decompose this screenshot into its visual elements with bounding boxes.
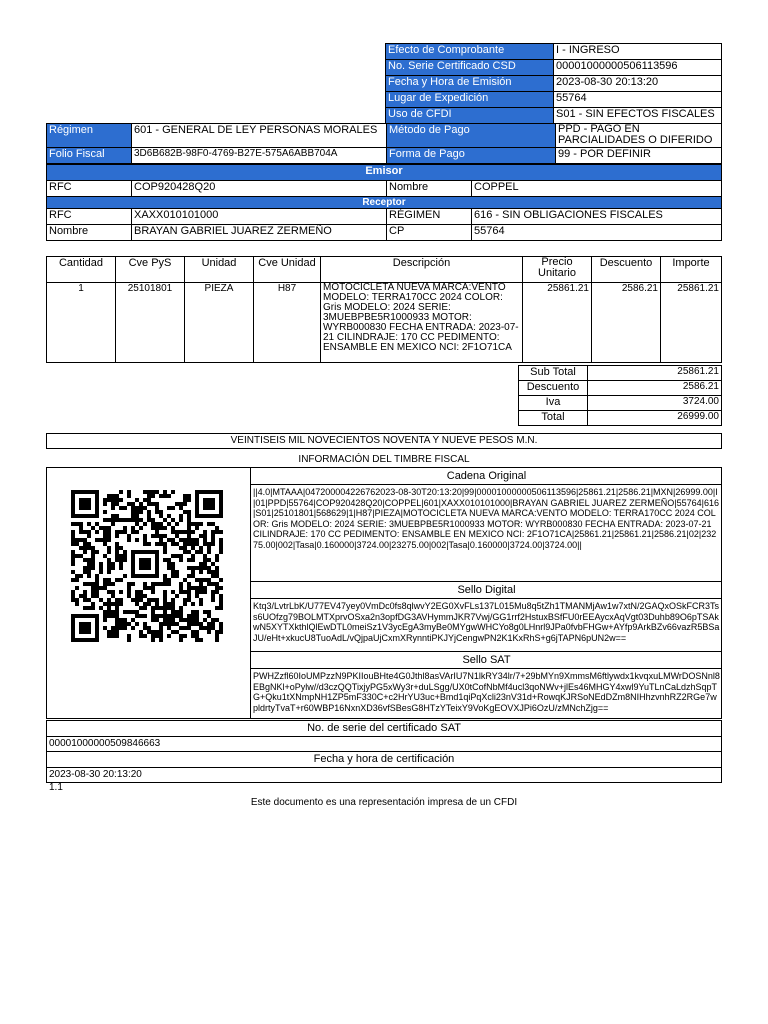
cert-sat-label: No. de serie del certificado SAT bbox=[47, 721, 721, 737]
receptor-rfc-value: XAXX010101000 bbox=[132, 209, 387, 225]
cert-sat-value: 00001000000509846663 bbox=[47, 737, 721, 752]
iva-value: 3724.00 bbox=[588, 396, 722, 411]
folio-fiscal-label: Folio Fiscal bbox=[47, 148, 132, 164]
fecha-cert-label: Fecha y hora de certificación bbox=[47, 752, 721, 768]
emisor-receptor-table bbox=[46, 164, 722, 241]
descuento-label: Descuento bbox=[519, 381, 588, 396]
row-precio: 25861.21 bbox=[523, 283, 592, 363]
cert-sat-block bbox=[46, 720, 722, 783]
lugar-expedicion-value: 55764 bbox=[554, 92, 722, 108]
total-label: Total bbox=[519, 411, 588, 426]
timbre-box bbox=[46, 467, 722, 719]
row-descuento: 2586.21 bbox=[592, 283, 661, 363]
col-cve-pys: Cve PyS bbox=[116, 257, 185, 283]
sello-digital-label: Sello Digital bbox=[251, 582, 722, 599]
col-importe: Importe bbox=[661, 257, 722, 283]
cadena-original-value: ||4.0|MTAAA|047200004226762023-08-30T20:13:20|99|00001000000506113596|25861.21|2586.21|MXN|26999.00|I|01|PPD|55764|COP920428Q20|COPPEL|601|XAXX010101000|BRAYAN GABRIEL JUAREZ ZERMEÑO|55764|616|S01|25101801|568629|1|H87|PIEZA|MOTOCICLETA NUEVA MARCA:VENTO MODELO: TERRA170CC 2024 COLOR: Gris MODELO: 2024 SERIE: 3MUEBPBE5R1000933 MOTOR: WYRB000830 FECHA ENTRADA: 2023-07-21 CILINDRAJE: 170 CC PEDIMENTO: ENSAMBLE EN MEXICO NCI: 2F1O71CA|25861.21|25861.21|2586.21|02|23275.00|002|Tasa|0.160000|3724.00|23275.00|002|Tasa|0.160000|3724.00|3724.00|| bbox=[251, 485, 722, 582]
receptor-nombre-value: BRAYAN GABRIEL JUAREZ ZERMEÑO bbox=[132, 225, 387, 241]
col-descuento: Descuento bbox=[592, 257, 661, 283]
comprobante-info-table bbox=[385, 43, 722, 124]
qr-code-graphic bbox=[71, 490, 223, 642]
serie-csd-value: 00001000000506113596 bbox=[554, 60, 722, 76]
row-cve-pys: 25101801 bbox=[116, 283, 185, 363]
receptor-regimen-label: RÉGIMEN bbox=[387, 209, 472, 225]
folio-fiscal-value: 3D6B682B-98F0-4769-B27E-575A6ABB704A bbox=[132, 148, 387, 164]
sello-sat-label: Sello SAT bbox=[251, 652, 722, 669]
col-unidad: Unidad bbox=[185, 257, 254, 283]
row-importe: 25861.21 bbox=[661, 283, 722, 363]
regimen-label: Régimen bbox=[47, 124, 132, 148]
receptor-rfc-label: RFC bbox=[47, 209, 132, 225]
amount-words: VEINTISEIS MIL NOVECIENTOS NOVENTA Y NUEVE PESOS M.N. bbox=[46, 433, 722, 449]
receptor-title: Receptor bbox=[47, 197, 722, 209]
forma-pago-value: 99 - POR DEFINIR bbox=[556, 148, 722, 164]
receptor-regimen-value: 616 - SIN OBLIGACIONES FISCALES bbox=[472, 209, 722, 225]
fecha-emision-value: 2023-08-30 20:13:20 bbox=[554, 76, 722, 92]
timbre-content bbox=[250, 468, 722, 718]
emisor-nombre-value: COPPEL bbox=[472, 181, 722, 197]
col-precio: Precio Unitario bbox=[523, 257, 592, 283]
total-value: 26999.00 bbox=[588, 411, 722, 426]
fecha-cert-value: 2023-08-30 20:13:20 bbox=[49, 769, 142, 780]
row-cantidad: 1 bbox=[47, 283, 116, 363]
receptor-cp-value: 55764 bbox=[472, 225, 722, 241]
col-cve-unidad: Cve Unidad bbox=[254, 257, 321, 283]
col-cantidad: Cantidad bbox=[47, 257, 116, 283]
receptor-nombre-label: Nombre bbox=[47, 225, 132, 241]
col-descripcion: Descripción bbox=[321, 257, 523, 283]
qr-code bbox=[71, 490, 223, 642]
metodo-pago-value: PPD - PAGO EN PARCIALIDADES O DIFERIDO bbox=[556, 124, 722, 148]
concepts-table bbox=[46, 256, 722, 363]
sello-sat-value: PWHZzfl60IoUMPzzN9PKIIouBHte4G0Jthl8asVArIU7N1lkRY34lr/7+29bMYn9XmmsM6ftlywdx1kvqxuLMWrDOSNnl8EBgNKl+oPylw//d3czQQTixjyPG5xWy3r+duLSgg/UX0tCofNbMf4ucl3qoNWv+jlEs46MHGY4xwl9YuTLnCaLdzhSqpTG+Qku1tXNmpNH1ZP5mF330C+c2HrYU3uc+Bmd1qiPqXcli23nV31d+RowqKJRSoNEdDZm8NIHhzvnhRZ2RGe7wpldrtyTvaT+r60WBP16NxnXD36vfSBesG8HTzYTeixY9VoKgEOVXJPi6OzU/zMNchZjg== bbox=[253, 671, 720, 713]
efecto-value: I - INGRESO bbox=[554, 44, 722, 60]
forma-pago-label: Forma de Pago bbox=[387, 148, 556, 164]
totals-table bbox=[518, 365, 722, 426]
subtotal-value: 25861.21 bbox=[588, 366, 722, 381]
uso-cfdi-value: S01 - SIN EFECTOS FISCALES bbox=[554, 108, 722, 124]
footer-note: Este documento es una representación impresa de un CFDI bbox=[250, 797, 518, 808]
cadena-original-label: Cadena Original bbox=[251, 468, 722, 485]
serie-csd-label: No. Serie Certificado CSD bbox=[386, 60, 554, 76]
emisor-rfc-label: RFC bbox=[47, 181, 132, 197]
emisor-nombre-label: Nombre bbox=[387, 181, 472, 197]
iva-label: Iva bbox=[519, 396, 588, 411]
metodo-pago-label: Método de Pago bbox=[387, 124, 556, 148]
uso-cfdi-label: Uso de CFDI bbox=[386, 108, 554, 124]
regimen-value: 601 - GENERAL DE LEY PERSONAS MORALES bbox=[132, 124, 387, 148]
table-row bbox=[47, 283, 722, 363]
row-descripcion: MOTOCICLETA NUEVA MARCA:VENTO MODELO: TERRA170CC 2024 COLOR: Gris MODELO: 2024 SERIE: 3MUEBPBE5R1000933 MOTOR: WYRB000830 FECHA ENTRADA: 2023-07-21 CILINDRAJE: 170 CC PEDIMENTO: ENSAMBLE EN MEXICO NCI: 2F1O71CA bbox=[321, 283, 523, 363]
lugar-expedicion-label: Lugar de Expedición bbox=[386, 92, 554, 108]
version-text: 1.1 bbox=[49, 782, 63, 793]
emisor-rfc-value: COP920428Q20 bbox=[132, 181, 387, 197]
regimen-table bbox=[46, 123, 722, 164]
subtotal-label: Sub Total bbox=[519, 366, 588, 381]
receptor-cp-label: CP bbox=[387, 225, 472, 241]
timbre-title: INFORMACIÓN DEL TIMBRE FISCAL bbox=[298, 454, 470, 465]
sello-digital-value: Ktq3/LvtrLbK/U77EV47yey0VmDc0fs8qlwvY2EG0XvFLs137L015Mu8q5tZh1TMANMjAw1w7xtN/2GAQxOSkFCR3Tss6UOfzg79BOLMTXprvOSxa2n3opfDG3AVHymmJKR7Vwj/GG1rrf2HstuxBSfFU0rEEAycxAqVgt03Duhb89O6pTSAkwN5XYTXkthlQlEwDTL0meiSz1V3ycEgA3myBe0MYgwWHCYo8g0LHnrl9JPa0fvbFHGw+AYfp9ArkBZv66vazR5BSaJU/eHt+xkucU8TuoAdL/vQjpaUjCxmXRynntiPKJYjCengwPN2K1KxRhS+g6jTAPN6pUN2w== bbox=[251, 599, 722, 652]
efecto-label: Efecto de Comprobante bbox=[386, 44, 554, 60]
row-unidad: PIEZA bbox=[185, 283, 254, 363]
row-cve-unidad: H87 bbox=[254, 283, 321, 363]
fecha-emision-label: Fecha y Hora de Emisión bbox=[386, 76, 554, 92]
descuento-value: 2586.21 bbox=[588, 381, 722, 396]
emisor-title: Emisor bbox=[47, 165, 722, 181]
